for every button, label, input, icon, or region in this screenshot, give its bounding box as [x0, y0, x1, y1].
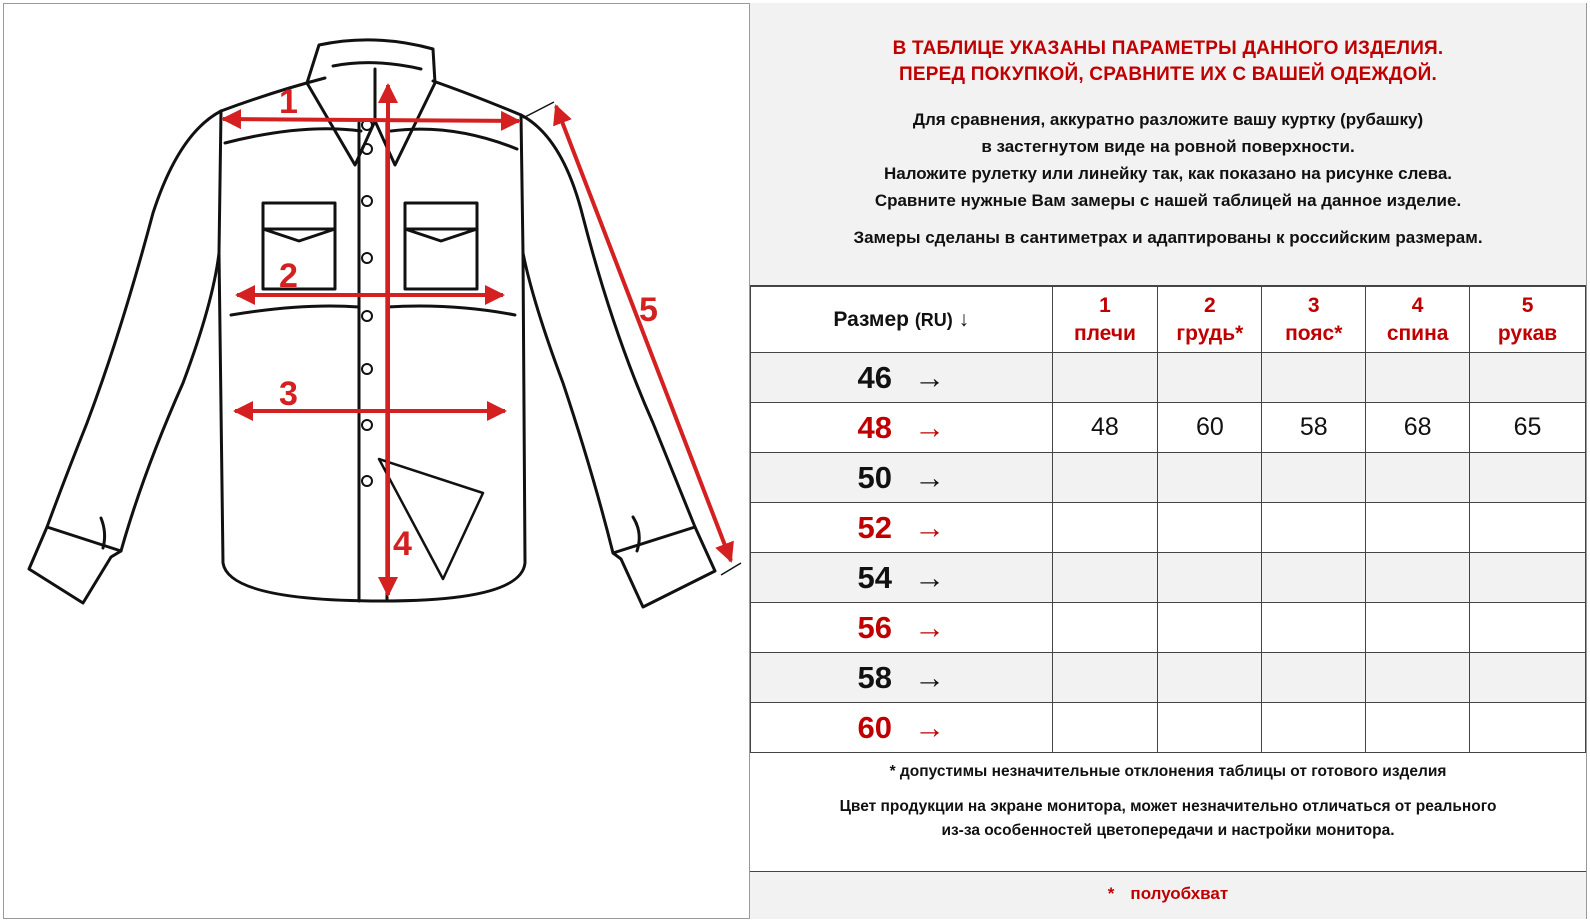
value-cell: [1262, 603, 1366, 653]
value-cell: [1052, 553, 1158, 603]
right-sleeve: [521, 115, 715, 607]
measure-label-3: 3: [279, 375, 298, 413]
instructions-header: [750, 3, 1586, 286]
value-cell: [1052, 653, 1158, 703]
size-cell: 52 →: [751, 503, 1053, 553]
table-row: [751, 653, 1586, 703]
measure-label-4: 4: [393, 525, 412, 563]
column-header-back: 4 спина: [1366, 287, 1470, 353]
value-cell: [1158, 653, 1262, 703]
measure-label-1: 1: [279, 83, 298, 121]
size-cell: 56 →: [751, 603, 1053, 653]
measure-label-5: 5: [639, 291, 658, 329]
value-cell: [1366, 653, 1470, 703]
table-header-row: [751, 287, 1586, 353]
table-row: [751, 353, 1586, 403]
size-cell: 54 →: [751, 553, 1053, 603]
right-pocket: [405, 203, 477, 289]
value-cell: 60: [1158, 403, 1262, 453]
buttons: [362, 120, 372, 486]
value-cell: 48: [1052, 403, 1158, 453]
size-table: [750, 286, 1586, 753]
value-cell: 58: [1262, 403, 1366, 453]
value-cell: [1470, 503, 1586, 553]
size-cell: 58 →: [751, 653, 1053, 703]
shirt-diagram: [3, 3, 749, 919]
table-row: [751, 603, 1586, 653]
table-row: [751, 703, 1586, 753]
size-cell: 60 →: [751, 703, 1053, 753]
measure-label-2: 2: [279, 257, 298, 295]
color-note: Цвет продукции на экране монитора, может незначительно отличаться от реального из-за особенностей цветопередачи и настройки монитора.: [839, 798, 1497, 839]
units-note: Замеры сделаны в сантиметрах и адаптированы к российским размерам.: [853, 228, 1483, 247]
value-cell: 65: [1470, 403, 1586, 453]
value-cell: 68: [1366, 403, 1470, 453]
value-cell: [1366, 703, 1470, 753]
size-column-header: Размер (RU) ↓: [751, 287, 1053, 353]
column-header-waist: 3 пояс*: [1262, 287, 1366, 353]
value-cell: [1366, 553, 1470, 603]
size-cell: 50 →: [751, 453, 1053, 503]
value-cell: [1366, 353, 1470, 403]
deviation-note: * допустимы незначительные отклонения таблицы от готового изделия: [889, 763, 1447, 780]
table-row: [751, 453, 1586, 503]
value-cell: [1262, 503, 1366, 553]
value-cell: [1052, 603, 1158, 653]
value-cell: [1158, 503, 1262, 553]
value-cell: [1052, 503, 1158, 553]
value-cell: [1158, 603, 1262, 653]
footer-notes: [750, 755, 1586, 843]
table-row: [751, 403, 1586, 453]
half-girth-note: * полуобхват: [750, 871, 1586, 919]
value-cell: [1470, 603, 1586, 653]
shirt-body-outline: [219, 111, 525, 601]
warning-text: В ТАБЛИЦЕ УКАЗАНЫ ПАРАМЕТРЫ ДАННОГО ИЗДЕЛИЯ. ПЕРЕД ПОКУПКОЙ, СРАВНИТЕ ИХ С ВАШЕЙ ОДЕЖДОЙ.: [892, 38, 1444, 85]
value-cell: [1052, 353, 1158, 403]
table-row: [751, 503, 1586, 553]
value-cell: [1262, 653, 1366, 703]
column-header-sleeve: 5 рукав: [1470, 287, 1586, 353]
measure-line-sleeve: [556, 106, 731, 561]
value-cell: [1366, 503, 1470, 553]
instructions-text: Для сравнения, аккуратно разложите вашу куртку (рубашку) в застегнутом виде на ровной поверхности. Наложите рулетку или линейку так, как показано на рисунке слева. Сравните нужные Вам замеры с нашей таблицей на данное изделие.: [874, 110, 1462, 210]
value-cell: [1470, 453, 1586, 503]
value-cell: [1158, 553, 1262, 603]
value-cell: [1158, 453, 1262, 503]
value-cell: [1366, 453, 1470, 503]
value-cell: [1470, 703, 1586, 753]
value-cell: [1366, 603, 1470, 653]
left-pocket: [263, 203, 335, 289]
value-cell: [1262, 553, 1366, 603]
measure-line-shoulders: [223, 119, 519, 121]
size-cell: 48 →: [751, 403, 1053, 453]
size-cell: 46 →: [751, 353, 1053, 403]
value-cell: [1158, 703, 1262, 753]
value-cell: [1262, 703, 1366, 753]
table-row: [751, 553, 1586, 603]
value-cell: [1052, 703, 1158, 753]
shirt-illustration: [3, 3, 749, 919]
value-cell: [1262, 353, 1366, 403]
value-cell: [1262, 453, 1366, 503]
value-cell: [1470, 553, 1586, 603]
column-header-chest: 2 грудь*: [1158, 287, 1262, 353]
value-cell: [1052, 453, 1158, 503]
value-cell: [1158, 353, 1262, 403]
value-cell: [1470, 653, 1586, 703]
size-table-panel: [749, 3, 1587, 919]
value-cell: [1470, 353, 1586, 403]
column-header-shoulders: 1 плечи: [1052, 287, 1158, 353]
